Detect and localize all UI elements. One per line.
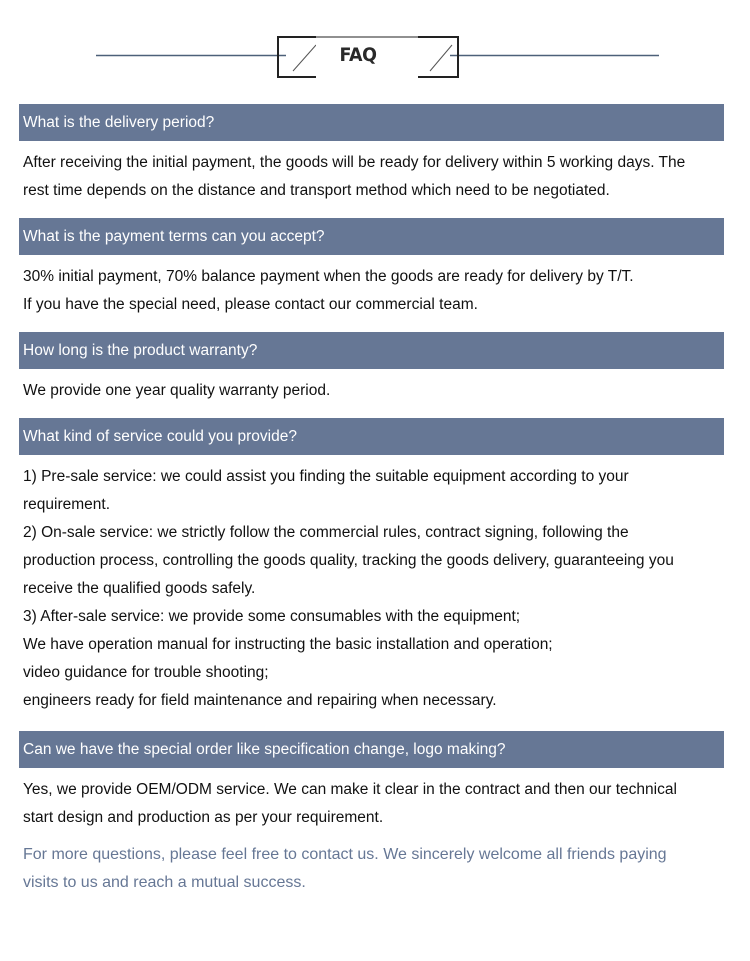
page-title: FAQ bbox=[339, 44, 377, 66]
answer-line: requirement. bbox=[23, 496, 111, 513]
closing-note bbox=[23, 841, 723, 897]
answer-line: After receiving the initial payment, the goods will be ready for delivery within 5 working days. The bbox=[23, 154, 686, 171]
faq-question: Can we have the special order like specification change, logo making? bbox=[19, 731, 724, 768]
faq-question: How long is the product warranty? bbox=[19, 332, 724, 369]
answer-line: We provide one year quality warranty period. bbox=[23, 382, 331, 399]
answer-line: Yes, we provide OEM/ODM service. We can make it clear in the contract and then our technical bbox=[23, 781, 677, 798]
faq-answer bbox=[19, 455, 724, 715]
faq-item bbox=[19, 731, 724, 832]
answer-line: start design and production as per your requirement. bbox=[23, 809, 384, 826]
answer-line: If you have the special need, please contact our commercial team. bbox=[23, 296, 478, 313]
faq-question: What kind of service could you provide? bbox=[19, 418, 724, 455]
answer-line: receive the qualified goods safely. bbox=[23, 580, 256, 597]
closing-line: visits to us and reach a mutual success. bbox=[23, 874, 306, 891]
answer-line: 30% initial payment, 70% balance payment when the goods are ready for delivery by T/T. bbox=[23, 268, 634, 285]
answer-line: 3) After-sale service: we provide some consumables with the equipment; bbox=[23, 608, 521, 625]
faq-answer bbox=[19, 768, 724, 832]
faq-answer bbox=[19, 255, 724, 319]
answer-line: engineers ready for field maintenance and repairing when necessary. bbox=[23, 692, 497, 709]
answer-line: 1) Pre-sale service: we could assist you finding the suitable equipment according to your bbox=[23, 468, 629, 485]
faq-question: What is the payment terms can you accept? bbox=[19, 218, 724, 255]
faq-item bbox=[19, 418, 724, 715]
faq-item bbox=[19, 104, 724, 205]
answer-line: production process, controlling the goods quality, tracking the goods delivery, guaranteeing you bbox=[23, 552, 674, 569]
answer-line: 2) On-sale service: we strictly follow the commercial rules, contract signing, following the bbox=[23, 524, 629, 541]
answer-line: We have operation manual for instructing the basic installation and operation; bbox=[23, 636, 553, 653]
faq-question: What is the delivery period? bbox=[19, 104, 724, 141]
closing-line: For more questions, please feel free to contact us. We sincerely welcome all friends paying bbox=[23, 846, 667, 863]
answer-line: rest time depends on the distance and transport method which need to be negotiated. bbox=[23, 182, 610, 199]
faq-item bbox=[19, 218, 724, 319]
faq-answer bbox=[19, 141, 724, 205]
faq-item bbox=[19, 332, 724, 405]
answer-line: video guidance for trouble shooting; bbox=[23, 664, 269, 681]
faq-answer bbox=[19, 369, 724, 405]
faq-header bbox=[0, 0, 750, 90]
